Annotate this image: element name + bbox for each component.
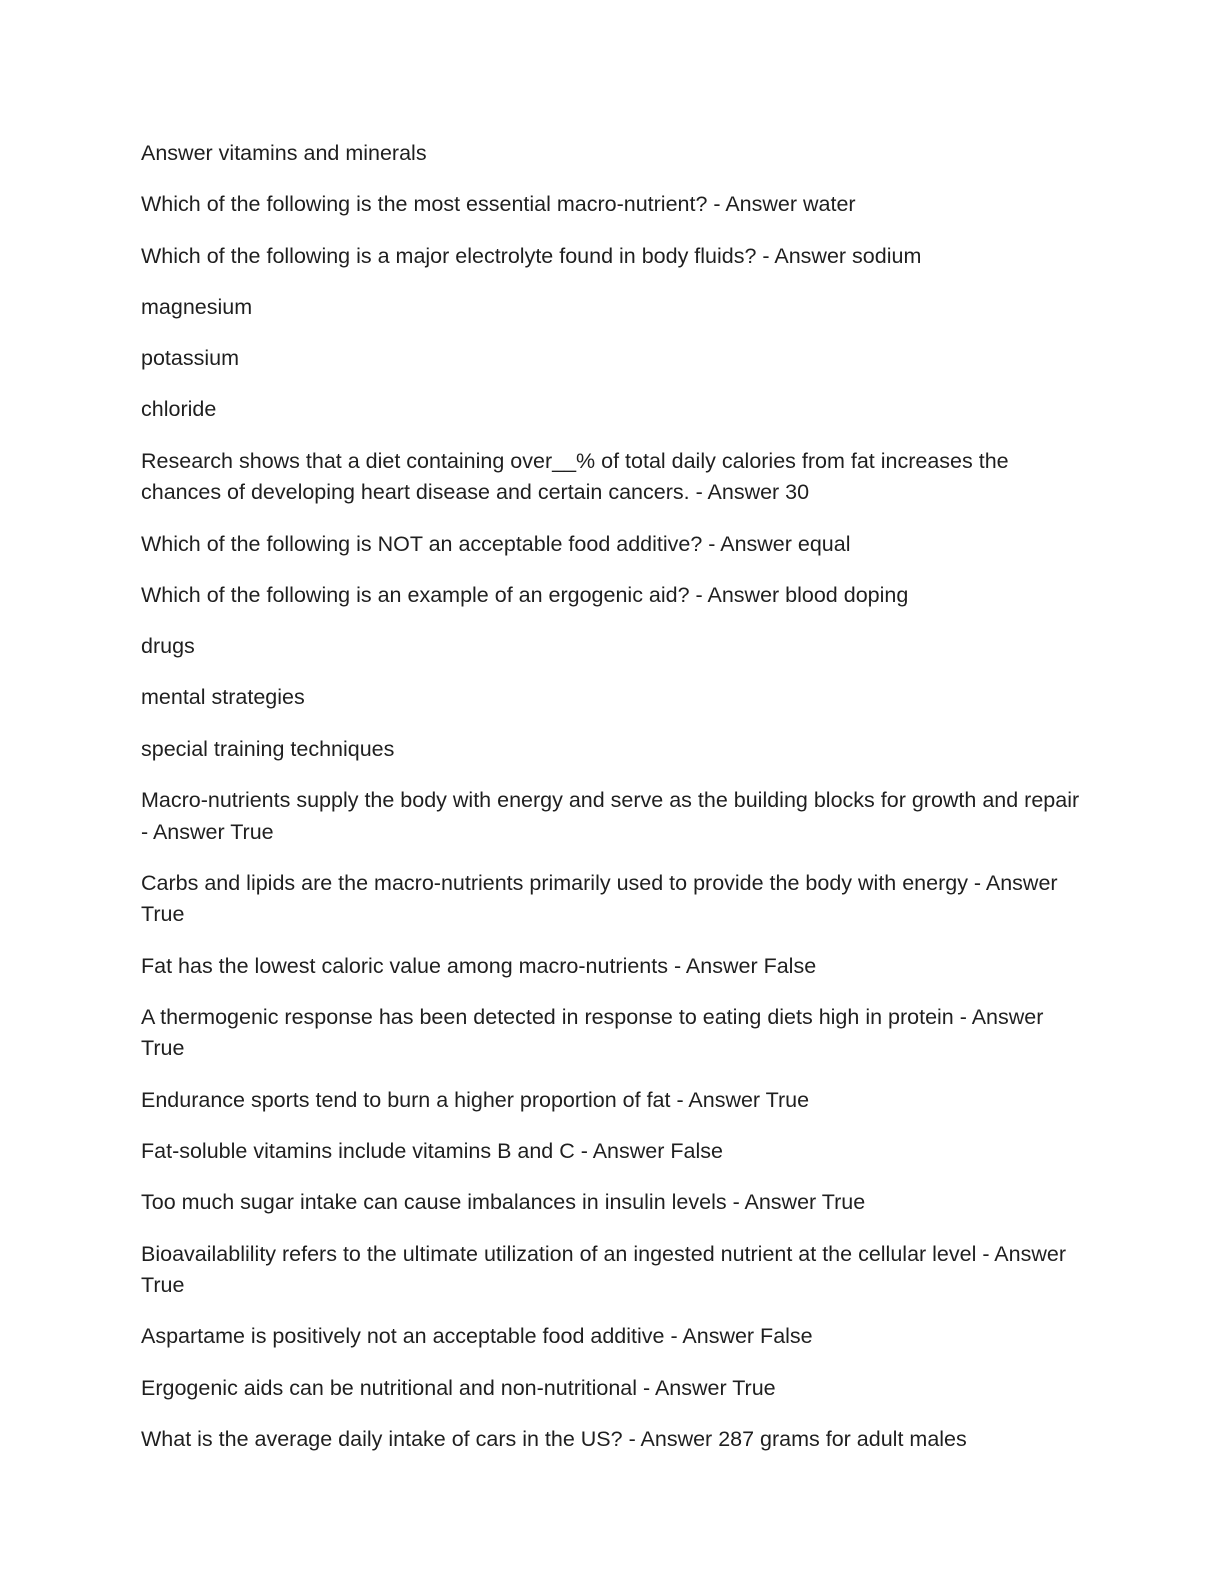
paragraph-9: Which of the following is an example of an ergogenic aid? - Answer blood doping (141, 582, 909, 607)
paragraph-6: chloride (141, 397, 217, 422)
paragraph-7: Research shows that a diet containing over__% of total daily calories from fat increases the chances of developing heart disease and certain cancers. - Answer 30 (141, 448, 1009, 505)
paragraph-2: Which of the following is the most essential macro-nutrient? - Answer water (141, 192, 856, 217)
paragraph-3: Which of the following is a major electrolyte found in body fluids? - Answer sodium (141, 243, 922, 268)
paragraph-16: A thermogenic response has been detected in response to eating diets high in protein - Answer True (141, 1004, 1044, 1061)
paragraph-11: mental strategies (141, 685, 305, 710)
paragraph-17: Endurance sports tend to burn a higher proportion of fat - Answer True (141, 1087, 810, 1112)
paragraph-20: Bioavailablility refers to the ultimate utilization of an ingested nutrient at the cellular level - Answer True (141, 1241, 1066, 1298)
paragraph-14: Carbs and lipids are the macro-nutrients primarily used to provide the body with energy - Answer True (141, 870, 1058, 927)
paragraph-22: Ergogenic aids can be nutritional and non-nutritional - Answer True (141, 1375, 776, 1400)
paragraph-21: Aspartame is positively not an acceptable food additive - Answer False (141, 1324, 813, 1349)
paragraph-23: What is the average daily intake of cars in the US? - Answer 287 grams for adult males (141, 1427, 967, 1452)
paragraph-19: Too much sugar intake can cause imbalances in insulin levels - Answer True (141, 1190, 866, 1215)
document-body (141, 138, 1081, 1475)
paragraph-18: Fat-soluble vitamins include vitamins B and C - Answer False (141, 1139, 723, 1164)
paragraph-10: drugs (141, 634, 195, 659)
paragraph-4: magnesium (141, 294, 253, 319)
paragraph-15: Fat has the lowest caloric value among macro-nutrients - Answer False (141, 953, 817, 978)
paragraph-13: Macro-nutrients supply the body with energy and serve as the building blocks for growth and repair - Answer True (141, 788, 1080, 844)
paragraph-1: Answer vitamins and minerals (141, 141, 427, 165)
paragraph-5: potassium (141, 346, 239, 371)
paragraph-8: Which of the following is NOT an acceptable food additive? - Answer equal (141, 531, 851, 556)
paragraph-12: special training techniques (141, 736, 395, 761)
